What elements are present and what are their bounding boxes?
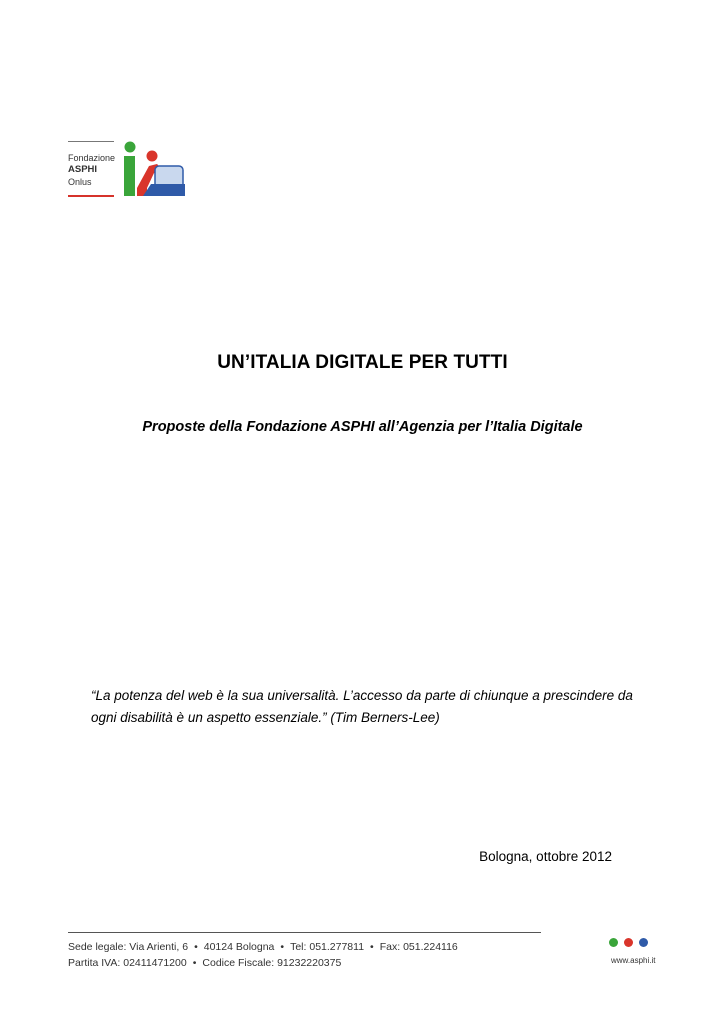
red-dot-icon (624, 938, 633, 947)
epigraph-quote (91, 685, 651, 729)
logo-wordmark (68, 152, 115, 188)
quote-line-1: “La potenza del web è la sua universalità. L’accesso da parte di chiunque a prescindere da (91, 688, 633, 703)
logo-line-asphi: ASPHI (68, 164, 98, 175)
logo-mark-icon (121, 140, 187, 198)
footer-contact (68, 939, 458, 971)
footer-row-1 (68, 939, 458, 955)
footer-address: Sede legale: Via Arienti, 6 (68, 941, 189, 953)
logo-line-fondazione: Fondazione (68, 153, 116, 163)
footer-city: 40124 Bologna (203, 941, 275, 953)
footer-bullet: • (280, 941, 285, 953)
footer-bullet: • (370, 941, 374, 953)
footer-bullet: • (194, 941, 198, 953)
footer-row-2 (68, 955, 458, 971)
document-title: UN’ITALIA DIGITALE PER TUTTI (217, 352, 508, 373)
logo-bottom-rule (68, 195, 114, 197)
green-dot-icon (609, 938, 618, 947)
footer-vat: Partita IVA: 02411471200 (68, 957, 187, 969)
blue-dot-icon (639, 938, 648, 947)
footer-tax-code: Codice Fiscale: 91232220375 (202, 957, 342, 969)
place-date: Bologna, ottobre 2012 (479, 849, 612, 864)
logo-top-rule (68, 141, 114, 142)
footer-fax: Fax: 051.224116 (379, 941, 458, 953)
website-link[interactable]: www.asphi.it (611, 956, 656, 965)
quote-line-2: ogni disabilità è un aspetto essenziale.” (Tim Berners-Lee) (91, 710, 440, 725)
footer-phone: Tel: 051.277811 (290, 941, 365, 953)
logo-line-onlus: Onlus (68, 177, 92, 187)
footer-rule (68, 932, 541, 933)
footer-bullet: • (192, 957, 197, 969)
footer-dots (609, 934, 654, 952)
document-subtitle: Proposte della Fondazione ASPHI all’Agenzia per l’Italia Digitale (142, 419, 583, 435)
asphi-logo (68, 140, 188, 200)
